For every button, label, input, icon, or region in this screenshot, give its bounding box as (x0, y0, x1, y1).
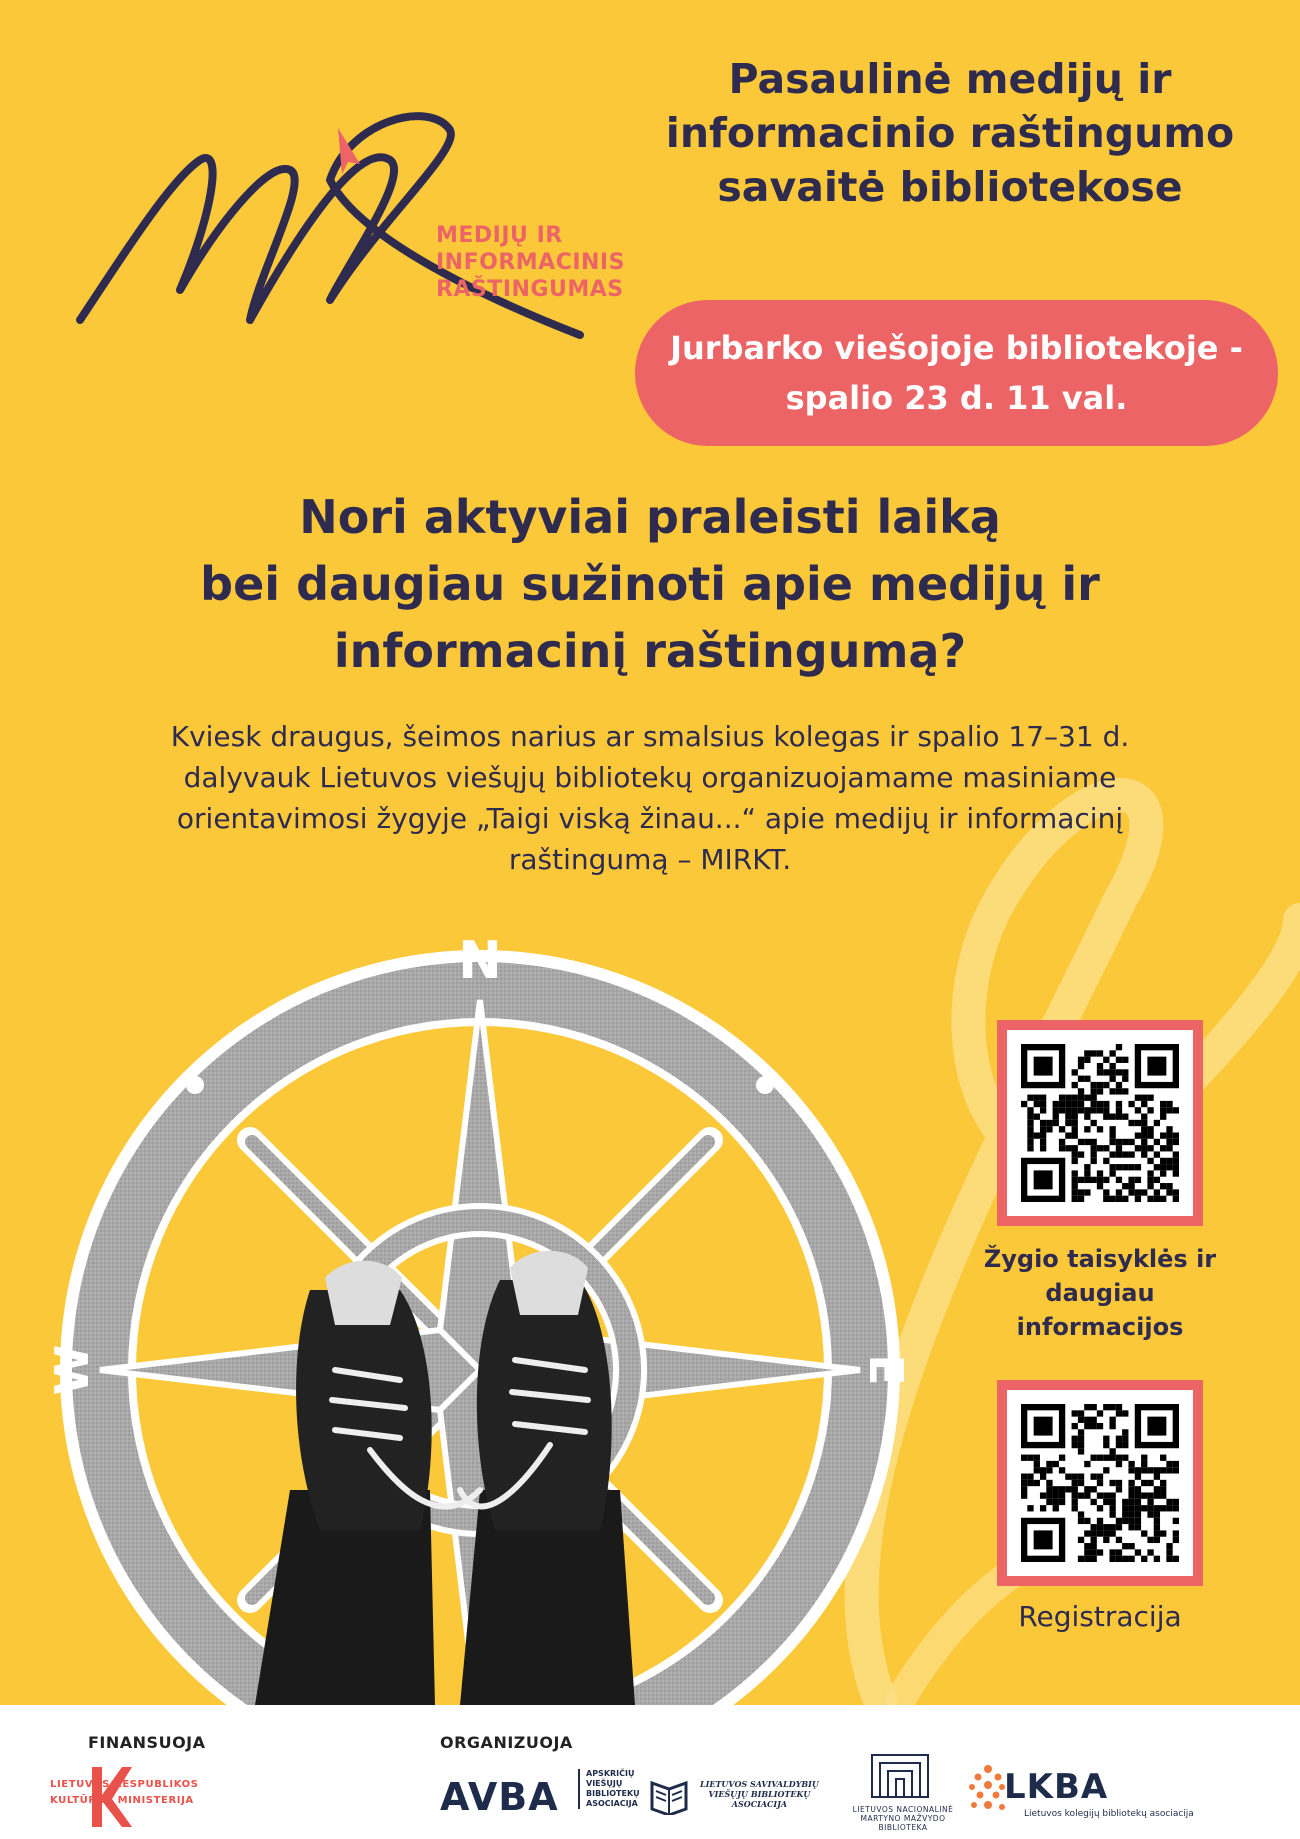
lsvba-line-2: VIEŠŲJŲ BIBLIOTEKŲ (708, 1789, 811, 1799)
intro-line-2: dalyvauk Lietuvos viešųjų bibliotekų organizuojamame masiniame (183, 761, 1117, 794)
avba-sub-3: BIBLIOTEKŲ (586, 1789, 640, 1798)
question-line-2: bei daugiau sužinoti apie medijų ir (200, 557, 1100, 611)
qr-rules-label-line-2: daugiau informacijos (1016, 1279, 1184, 1341)
compass-illustration (40, 930, 940, 1705)
avba-logo: AVBA (440, 1775, 559, 1819)
week-title-line-2: informacinio raštingumo (665, 109, 1235, 157)
qr-rules-label-line-1: Žygio taisyklės ir (983, 1245, 1217, 1273)
week-title (630, 52, 1270, 214)
compass-north: N (458, 931, 502, 991)
lkba-dots-icon (968, 1763, 1008, 1815)
week-title-line-3: savaitė bibliotekose (717, 163, 1183, 211)
intro-line-4: raštingumą – MIRKT. (508, 843, 792, 876)
footer-partners (0, 1705, 1300, 1839)
qr-code-registration[interactable] (997, 1380, 1203, 1586)
lsvba-book-icon (650, 1775, 688, 1815)
logo-line-2: INFORMACINIS (436, 250, 625, 275)
lkba-logo-subtitle: Lietuvos kolegijų bibliotekų asociacija (1024, 1809, 1194, 1819)
avba-sub-1: APSKRIČIŲ (586, 1769, 635, 1778)
funded-by-heading: FINANSUOJA (88, 1733, 206, 1752)
compass-west: W (45, 1344, 99, 1396)
logo-line-3: RAŠTINGUMAS (436, 277, 624, 302)
logo-wordmark (436, 222, 625, 303)
avba-sub-4: ASOCIACIJA (586, 1799, 638, 1808)
qr-code-rules[interactable] (997, 1020, 1203, 1226)
lsvba-logo-text (700, 1779, 819, 1809)
intro-line-3: orientavimosi žygyje „Taigi viską žinau...“ apie medijų ir informacinį (176, 802, 1124, 835)
qr-code-rules-pattern (1021, 1044, 1179, 1202)
lsvba-line-3: ASOCIACIJA (731, 1799, 788, 1809)
intro-line-1: Kviesk draugus, šeimos narius ar smalsius kolegas ir spalio 17–31 d. (170, 720, 1130, 753)
compass-east: E (859, 1354, 913, 1386)
lnb-line-3: BIBLIOTEKA (878, 1823, 928, 1832)
question-line-1: Nori aktyviai praleisti laiką (299, 490, 1001, 544)
lrkm-line-1: LIETUVOS RESPUBLIKOS (50, 1779, 199, 1790)
event-badge (635, 300, 1278, 446)
intro-paragraph (90, 716, 1210, 880)
lnb-building-icon (870, 1753, 930, 1799)
qr-code-registration-pattern (1021, 1404, 1179, 1562)
lsvba-line-1: LIETUVOS SAVIVALDYBIŲ (700, 1779, 819, 1789)
avba-logo-subtitle (578, 1769, 640, 1809)
lnb-logo-text (838, 1805, 968, 1832)
headline-question (100, 484, 1200, 685)
organized-by-heading: ORGANIZUOJA (440, 1733, 573, 1752)
event-location: Jurbarko viešojoje bibliotekoje - (670, 329, 1243, 367)
qr-registration-label: Registracija (1018, 1600, 1182, 1633)
event-time: spalio 23 d. 11 val. (785, 379, 1128, 417)
lnb-line-2: MARTYNO MAŽVYDO (860, 1814, 946, 1823)
qr-rules-label (970, 1242, 1230, 1344)
lrkm-line-2: KULTŪROS MINISTERIJA (50, 1795, 194, 1806)
lrkm-logo-text (50, 1777, 199, 1809)
avba-sub-2: VIEŠŲJŲ (586, 1779, 623, 1788)
week-title-line-1: Pasaulinė medijų ir (728, 55, 1172, 103)
mir-logo (60, 70, 660, 360)
question-line-3: informacinį raštingumą? (333, 624, 967, 678)
lkba-logo: LKBA (1004, 1767, 1109, 1807)
logo-line-1: MEDIJŲ IR (436, 223, 563, 248)
lnb-line-1: LIETUVOS NACIONALINĖ (852, 1805, 954, 1814)
